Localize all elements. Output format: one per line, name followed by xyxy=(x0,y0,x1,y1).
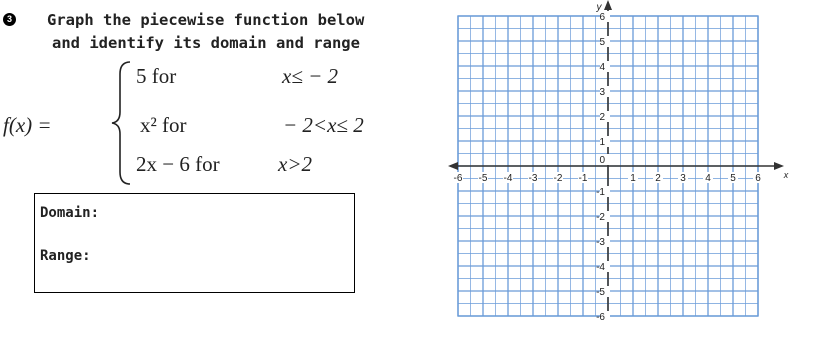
piecewise-brace xyxy=(106,58,136,188)
case-3-condition: x>2 xyxy=(278,152,312,176)
x-tick-label: -1 xyxy=(578,173,588,184)
coordinate-grid xyxy=(445,0,805,320)
x-tick-label: 5 xyxy=(730,173,736,184)
x-tick-label: -2 xyxy=(553,173,563,184)
y-tick-label: 1 xyxy=(599,137,605,148)
y-tick-label: -3 xyxy=(596,237,605,248)
y-tick-label: -5 xyxy=(596,287,605,298)
y-tick-label: 6 xyxy=(599,12,605,23)
case-2-expression: x² for xyxy=(140,113,187,137)
y-tick-label: 3 xyxy=(599,87,605,98)
x-tick-label: -5 xyxy=(478,173,488,184)
y-tick-label: -1 xyxy=(596,187,605,198)
x-axis-arrow-right xyxy=(774,162,784,170)
x-tick-label: 1 xyxy=(630,173,636,184)
x-tick-label: 4 xyxy=(705,173,711,184)
y-tick-label: -6 xyxy=(596,312,605,320)
question-title-line-1: Graph the piecewise function below xyxy=(47,11,365,29)
case-1-condition: x≤ − 2 xyxy=(282,64,339,88)
x-tick-label: 2 xyxy=(655,173,661,184)
x-axis-arrow-left xyxy=(448,162,458,170)
x-tick-label: -6 xyxy=(453,173,463,184)
x-tick-label: -4 xyxy=(503,173,513,184)
y-tick-label: 2 xyxy=(599,112,605,123)
case-3-expression: 2x − 6 for xyxy=(136,152,220,176)
range-label: Range: xyxy=(40,248,91,264)
question-number-badge: 3 xyxy=(3,13,16,26)
function-lhs: f(x) = xyxy=(3,113,52,137)
question-title-line-2: and identify its domain and range xyxy=(52,34,360,52)
x-axis-label: x xyxy=(783,170,789,180)
y-axis-arrow-up xyxy=(604,0,612,10)
y-tick-label: -4 xyxy=(596,262,605,273)
y-tick-label: 5 xyxy=(599,37,605,48)
y-tick-label: 4 xyxy=(599,62,605,73)
x-tick-label: 3 xyxy=(680,173,686,184)
x-tick-label: 6 xyxy=(755,173,761,184)
case-2-condition: − 2<x≤ 2 xyxy=(283,113,364,137)
case-1-expression: 5 for xyxy=(136,64,177,88)
domain-label: Domain: xyxy=(40,205,100,221)
y-tick-label: -2 xyxy=(596,212,605,223)
x-tick-label: -3 xyxy=(528,173,538,184)
y-axis-label: y xyxy=(596,2,602,13)
origin-label: 0 xyxy=(599,155,605,166)
